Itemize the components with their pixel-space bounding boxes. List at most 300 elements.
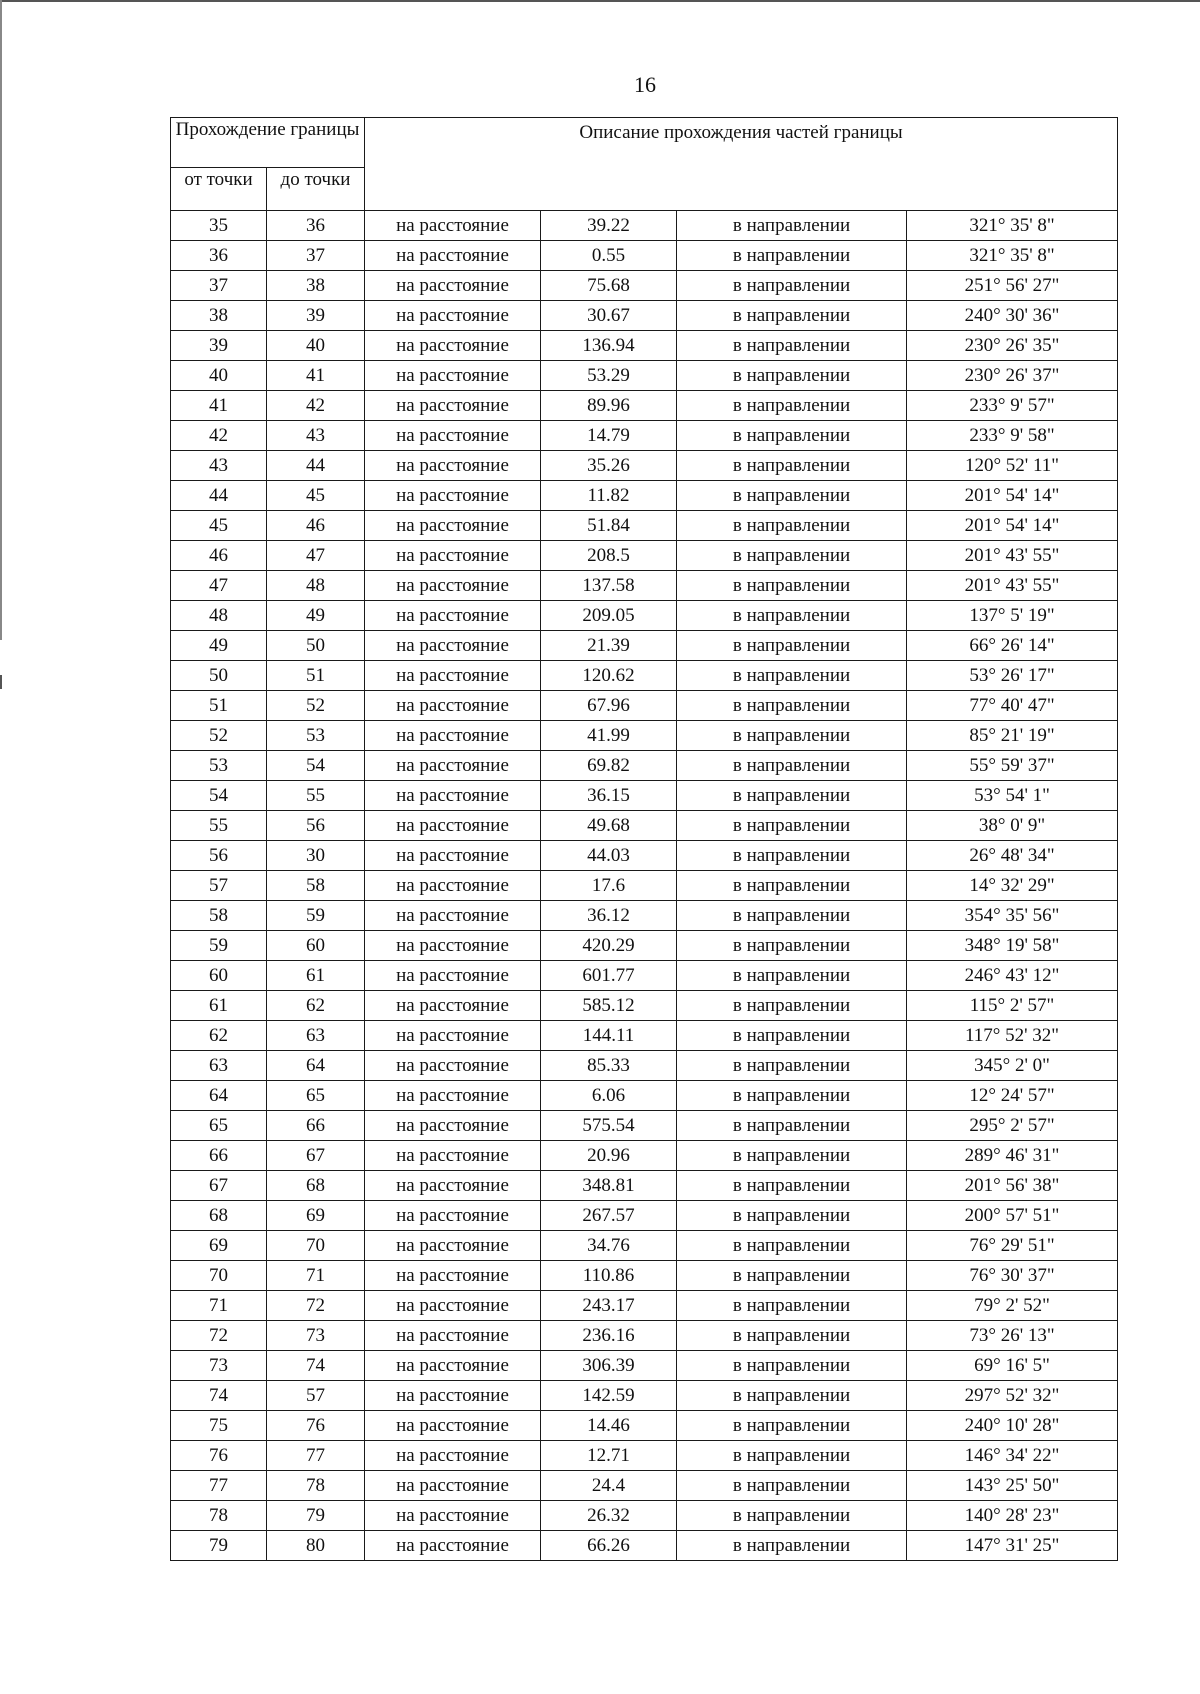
table-row [171,1411,1118,1441]
distance-value-cell: 575.54 [541,1111,677,1141]
distance-label-cell: на расстояние [365,1231,541,1261]
distance-label-cell: на расстояние [365,1471,541,1501]
table-row [171,601,1118,631]
from-point-cell: 78 [171,1501,267,1531]
distance-value-cell: 69.82 [541,751,677,781]
from-point-cell: 68 [171,1201,267,1231]
to-point-cell: 46 [267,511,365,541]
table-row [171,1381,1118,1411]
table-row [171,1501,1118,1531]
table-row [171,1141,1118,1171]
table-row [171,871,1118,901]
to-point-cell: 47 [267,541,365,571]
to-point-cell: 62 [267,991,365,1021]
distance-value-cell: 142.59 [541,1381,677,1411]
direction-label-cell: в направлении [677,721,907,751]
direction-label-cell: в направлении [677,901,907,931]
direction-label-cell: в направлении [677,1381,907,1411]
from-point-cell: 54 [171,781,267,811]
distance-label-cell: на расстояние [365,751,541,781]
distance-value-cell: 209.05 [541,601,677,631]
distance-value-cell: 41.99 [541,721,677,751]
direction-label-cell: в направлении [677,571,907,601]
distance-label-cell: на расстояние [365,421,541,451]
table-row [171,451,1118,481]
distance-value-cell: 21.39 [541,631,677,661]
to-point-cell: 67 [267,1141,365,1171]
distance-label-cell: на расстояние [365,1081,541,1111]
to-point-cell: 37 [267,241,365,271]
bearing-value-cell: 79° 2' 52" [907,1291,1118,1321]
table-row [171,841,1118,871]
table-row [171,1531,1118,1561]
from-point-cell: 35 [171,211,267,241]
distance-label-cell: на расстояние [365,331,541,361]
distance-label-cell: на расстояние [365,1021,541,1051]
direction-label-cell: в направлении [677,631,907,661]
table-row [171,331,1118,361]
direction-label-cell: в направлении [677,361,907,391]
scan-mark [0,675,2,689]
distance-value-cell: 35.26 [541,451,677,481]
to-point-cell: 64 [267,1051,365,1081]
bearing-value-cell: 73° 26' 13" [907,1321,1118,1351]
direction-label-cell: в направлении [677,931,907,961]
bearing-value-cell: 53° 54' 1" [907,781,1118,811]
from-point-cell: 38 [171,301,267,331]
from-point-cell: 71 [171,1291,267,1321]
bearing-value-cell: 26° 48' 34" [907,841,1118,871]
boundary-table [170,117,1118,1561]
table-row [171,361,1118,391]
distance-value-cell: 44.03 [541,841,677,871]
distance-value-cell: 12.71 [541,1441,677,1471]
from-point-cell: 57 [171,871,267,901]
to-point-cell: 59 [267,901,365,931]
distance-value-cell: 208.5 [541,541,677,571]
distance-label-cell: на расстояние [365,391,541,421]
table-row [171,721,1118,751]
from-point-cell: 66 [171,1141,267,1171]
table-row [171,691,1118,721]
from-point-cell: 43 [171,451,267,481]
table-row [171,511,1118,541]
table-row [171,241,1118,271]
bearing-value-cell: 143° 25' 50" [907,1471,1118,1501]
from-point-cell: 50 [171,661,267,691]
bearing-value-cell: 53° 26' 17" [907,661,1118,691]
distance-label-cell: на расстояние [365,481,541,511]
distance-value-cell: 585.12 [541,991,677,1021]
distance-label-cell: на расстояние [365,1261,541,1291]
distance-label-cell: на расстояние [365,271,541,301]
bearing-value-cell: 146° 34' 22" [907,1441,1118,1471]
bearing-value-cell: 233° 9' 57" [907,391,1118,421]
from-point-cell: 55 [171,811,267,841]
table-row [171,301,1118,331]
direction-label-cell: в направлении [677,1411,907,1441]
from-point-cell: 59 [171,931,267,961]
to-point-cell: 58 [267,871,365,901]
bearing-value-cell: 295° 2' 57" [907,1111,1118,1141]
distance-value-cell: 601.77 [541,961,677,991]
table-row [171,1051,1118,1081]
from-point-cell: 75 [171,1411,267,1441]
bearing-value-cell: 120° 52' 11" [907,451,1118,481]
bearing-value-cell: 76° 30' 37" [907,1261,1118,1291]
table-row [171,1081,1118,1111]
from-point-cell: 41 [171,391,267,421]
from-point-cell: 70 [171,1261,267,1291]
to-point-cell: 51 [267,661,365,691]
bearing-value-cell: 251° 56' 27" [907,271,1118,301]
from-point-cell: 46 [171,541,267,571]
distance-label-cell: на расстояние [365,781,541,811]
from-point-cell: 42 [171,421,267,451]
distance-value-cell: 144.11 [541,1021,677,1051]
to-point-cell: 54 [267,751,365,781]
distance-value-cell: 0.55 [541,241,677,271]
to-point-cell: 68 [267,1171,365,1201]
distance-value-cell: 30.67 [541,301,677,331]
bearing-value-cell: 137° 5' 19" [907,601,1118,631]
from-point-cell: 49 [171,631,267,661]
from-point-cell: 74 [171,1381,267,1411]
bearing-value-cell: 230° 26' 35" [907,331,1118,361]
distance-value-cell: 53.29 [541,361,677,391]
direction-label-cell: в направлении [677,391,907,421]
to-point-header: до точки [267,168,365,211]
direction-label-cell: в направлении [677,421,907,451]
table-row [171,751,1118,781]
table-row [171,1321,1118,1351]
direction-label-cell: в направлении [677,661,907,691]
bearing-value-cell: 246° 43' 12" [907,961,1118,991]
direction-label-cell: в направлении [677,1141,907,1171]
page-number: 16 [634,72,656,97]
distance-label-cell: на расстояние [365,901,541,931]
distance-label-cell: на расстояние [365,1051,541,1081]
to-point-cell: 48 [267,571,365,601]
bearing-value-cell: 147° 31' 25" [907,1531,1118,1561]
direction-label-cell: в направлении [677,1021,907,1051]
table-row [171,991,1118,1021]
table-row [171,931,1118,961]
from-point-cell: 69 [171,1231,267,1261]
table-row [171,1171,1118,1201]
bearing-value-cell: 289° 46' 31" [907,1141,1118,1171]
from-point-cell: 47 [171,571,267,601]
from-point-cell: 39 [171,331,267,361]
direction-label-cell: в направлении [677,1111,907,1141]
to-point-cell: 42 [267,391,365,421]
to-point-cell: 36 [267,211,365,241]
direction-label-cell: в направлении [677,1351,907,1381]
distance-value-cell: 136.94 [541,331,677,361]
direction-label-cell: в направлении [677,1531,907,1561]
to-point-cell: 78 [267,1471,365,1501]
distance-value-cell: 39.22 [541,211,677,241]
distance-label-cell: на расстояние [365,1381,541,1411]
direction-label-cell: в направлении [677,1501,907,1531]
distance-value-cell: 66.26 [541,1531,677,1561]
to-point-cell: 79 [267,1501,365,1531]
to-point-cell: 60 [267,931,365,961]
bearing-value-cell: 201° 43' 55" [907,571,1118,601]
table-row [171,1261,1118,1291]
distance-value-cell: 420.29 [541,931,677,961]
from-point-cell: 62 [171,1021,267,1051]
direction-label-cell: в направлении [677,811,907,841]
from-point-cell: 61 [171,991,267,1021]
from-point-cell: 76 [171,1441,267,1471]
bearing-value-cell: 233° 9' 58" [907,421,1118,451]
to-point-cell: 63 [267,1021,365,1051]
distance-value-cell: 236.16 [541,1321,677,1351]
distance-value-cell: 137.58 [541,571,677,601]
bearing-value-cell: 240° 10' 28" [907,1411,1118,1441]
table-row [171,1021,1118,1051]
distance-value-cell: 348.81 [541,1171,677,1201]
table-row [171,811,1118,841]
to-point-cell: 40 [267,331,365,361]
bearing-value-cell: 77° 40' 47" [907,691,1118,721]
to-point-cell: 53 [267,721,365,751]
table-row [171,391,1118,421]
direction-label-cell: в направлении [677,331,907,361]
distance-label-cell: на расстояние [365,691,541,721]
to-point-cell: 66 [267,1111,365,1141]
from-point-cell: 77 [171,1471,267,1501]
direction-label-cell: в направлении [677,1051,907,1081]
distance-label-cell: на расстояние [365,541,541,571]
bearing-value-cell: 201° 54' 14" [907,481,1118,511]
distance-label-cell: на расстояние [365,1501,541,1531]
distance-label-cell: на расстояние [365,931,541,961]
distance-label-cell: на расстояние [365,1291,541,1321]
distance-label-cell: на расстояние [365,451,541,481]
distance-label-cell: на расстояние [365,211,541,241]
distance-value-cell: 243.17 [541,1291,677,1321]
direction-label-cell: в направлении [677,1321,907,1351]
table-row [171,571,1118,601]
bearing-value-cell: 69° 16' 5" [907,1351,1118,1381]
bearing-value-cell: 85° 21' 19" [907,721,1118,751]
from-point-cell: 64 [171,1081,267,1111]
bearing-value-cell: 200° 57' 51" [907,1201,1118,1231]
scan-edge-top [0,0,1200,2]
from-point-cell: 48 [171,601,267,631]
distance-label-cell: на расстояние [365,961,541,991]
bearing-value-cell: 14° 32' 29" [907,871,1118,901]
from-point-cell: 58 [171,901,267,931]
bearing-value-cell: 66° 26' 14" [907,631,1118,661]
to-point-cell: 70 [267,1231,365,1261]
distance-value-cell: 11.82 [541,481,677,511]
distance-label-cell: на расстояние [365,841,541,871]
from-point-cell: 37 [171,271,267,301]
distance-value-cell: 120.62 [541,661,677,691]
from-point-cell: 79 [171,1531,267,1561]
distance-value-cell: 67.96 [541,691,677,721]
direction-label-cell: в направлении [677,1291,907,1321]
from-point-cell: 52 [171,721,267,751]
distance-label-cell: на расстояние [365,1201,541,1231]
bearing-value-cell: 230° 26' 37" [907,361,1118,391]
direction-label-cell: в направлении [677,691,907,721]
table-row [171,1231,1118,1261]
to-point-cell: 39 [267,301,365,331]
direction-label-cell: в направлении [677,1231,907,1261]
distance-value-cell: 75.68 [541,271,677,301]
distance-label-cell: на расстояние [365,511,541,541]
from-point-cell: 40 [171,361,267,391]
to-point-cell: 44 [267,451,365,481]
bearing-value-cell: 321° 35' 8" [907,241,1118,271]
distance-label-cell: на расстояние [365,301,541,331]
direction-label-cell: в направлении [677,211,907,241]
table-row [171,901,1118,931]
distance-label-cell: на расстояние [365,1171,541,1201]
bearing-value-cell: 117° 52' 32" [907,1021,1118,1051]
direction-label-cell: в направлении [677,1261,907,1291]
table-row [171,1351,1118,1381]
distance-label-cell: на расстояние [365,241,541,271]
distance-label-cell: на расстояние [365,721,541,751]
distance-label-cell: на расстояние [365,811,541,841]
from-point-cell: 63 [171,1051,267,1081]
distance-value-cell: 85.33 [541,1051,677,1081]
distance-value-cell: 36.12 [541,901,677,931]
table-row [171,1441,1118,1471]
distance-label-cell: на расстояние [365,661,541,691]
distance-value-cell: 24.4 [541,1471,677,1501]
to-point-cell: 73 [267,1321,365,1351]
to-point-cell: 74 [267,1351,365,1381]
direction-label-cell: в направлении [677,781,907,811]
distance-label-cell: на расстояние [365,1531,541,1561]
bearing-value-cell: 201° 56' 38" [907,1171,1118,1201]
distance-label-cell: на расстояние [365,571,541,601]
distance-value-cell: 89.96 [541,391,677,421]
to-point-cell: 52 [267,691,365,721]
to-point-cell: 65 [267,1081,365,1111]
bearing-value-cell: 38° 0' 9" [907,811,1118,841]
direction-label-cell: в направлении [677,871,907,901]
to-point-cell: 41 [267,361,365,391]
bearing-value-cell: 201° 54' 14" [907,511,1118,541]
from-point-cell: 53 [171,751,267,781]
distance-value-cell: 6.06 [541,1081,677,1111]
to-point-cell: 61 [267,961,365,991]
bearing-value-cell: 55° 59' 37" [907,751,1118,781]
distance-label-cell: на расстояние [365,871,541,901]
direction-label-cell: в направлении [677,1081,907,1111]
to-point-cell: 76 [267,1411,365,1441]
from-point-cell: 73 [171,1351,267,1381]
to-point-cell: 56 [267,811,365,841]
table-row [171,271,1118,301]
passage-header: Прохождение границы [171,118,365,168]
table-row [171,211,1118,241]
distance-value-cell: 14.46 [541,1411,677,1441]
to-point-cell: 77 [267,1441,365,1471]
header-row [171,118,1118,168]
bearing-value-cell: 354° 35' 56" [907,901,1118,931]
from-point-cell: 51 [171,691,267,721]
to-point-cell: 45 [267,481,365,511]
distance-label-cell: на расстояние [365,1411,541,1441]
to-point-cell: 38 [267,271,365,301]
to-point-cell: 49 [267,601,365,631]
to-point-cell: 72 [267,1291,365,1321]
distance-value-cell: 110.86 [541,1261,677,1291]
from-point-cell: 60 [171,961,267,991]
bearing-value-cell: 345° 2' 0" [907,1051,1118,1081]
direction-label-cell: в направлении [677,541,907,571]
distance-value-cell: 36.15 [541,781,677,811]
from-point-cell: 67 [171,1171,267,1201]
table-row [171,541,1118,571]
distance-label-cell: на расстояние [365,1441,541,1471]
distance-label-cell: на расстояние [365,601,541,631]
distance-value-cell: 17.6 [541,871,677,901]
direction-label-cell: в направлении [677,1171,907,1201]
distance-value-cell: 306.39 [541,1351,677,1381]
bearing-value-cell: 12° 24' 57" [907,1081,1118,1111]
table-row [171,661,1118,691]
distance-label-cell: на расстояние [365,631,541,661]
direction-label-cell: в направлении [677,751,907,781]
direction-label-cell: в направлении [677,991,907,1021]
bearing-value-cell: 321° 35' 8" [907,211,1118,241]
direction-label-cell: в направлении [677,301,907,331]
bearing-value-cell: 115° 2' 57" [907,991,1118,1021]
table-row [171,421,1118,451]
distance-value-cell: 51.84 [541,511,677,541]
bearing-value-cell: 348° 19' 58" [907,931,1118,961]
from-point-cell: 56 [171,841,267,871]
to-point-cell: 30 [267,841,365,871]
distance-label-cell: на расстояние [365,991,541,1021]
bearing-value-cell: 201° 43' 55" [907,541,1118,571]
direction-label-cell: в направлении [677,271,907,301]
table-row [171,961,1118,991]
to-point-cell: 57 [267,1381,365,1411]
table-row [171,1291,1118,1321]
to-point-cell: 80 [267,1531,365,1561]
from-point-cell: 65 [171,1111,267,1141]
from-point-cell: 72 [171,1321,267,1351]
direction-label-cell: в направлении [677,961,907,991]
distance-label-cell: на расстояние [365,361,541,391]
distance-value-cell: 26.32 [541,1501,677,1531]
table-row [171,781,1118,811]
to-point-cell: 43 [267,421,365,451]
from-point-cell: 36 [171,241,267,271]
distance-label-cell: на расстояние [365,1111,541,1141]
to-point-cell: 69 [267,1201,365,1231]
table-row [171,1471,1118,1501]
from-point-cell: 44 [171,481,267,511]
to-point-cell: 71 [267,1261,365,1291]
distance-value-cell: 49.68 [541,811,677,841]
direction-label-cell: в направлении [677,481,907,511]
distance-value-cell: 14.79 [541,421,677,451]
direction-label-cell: в направлении [677,841,907,871]
from-point-header: от точки [171,168,267,211]
bearing-value-cell: 76° 29' 51" [907,1231,1118,1261]
